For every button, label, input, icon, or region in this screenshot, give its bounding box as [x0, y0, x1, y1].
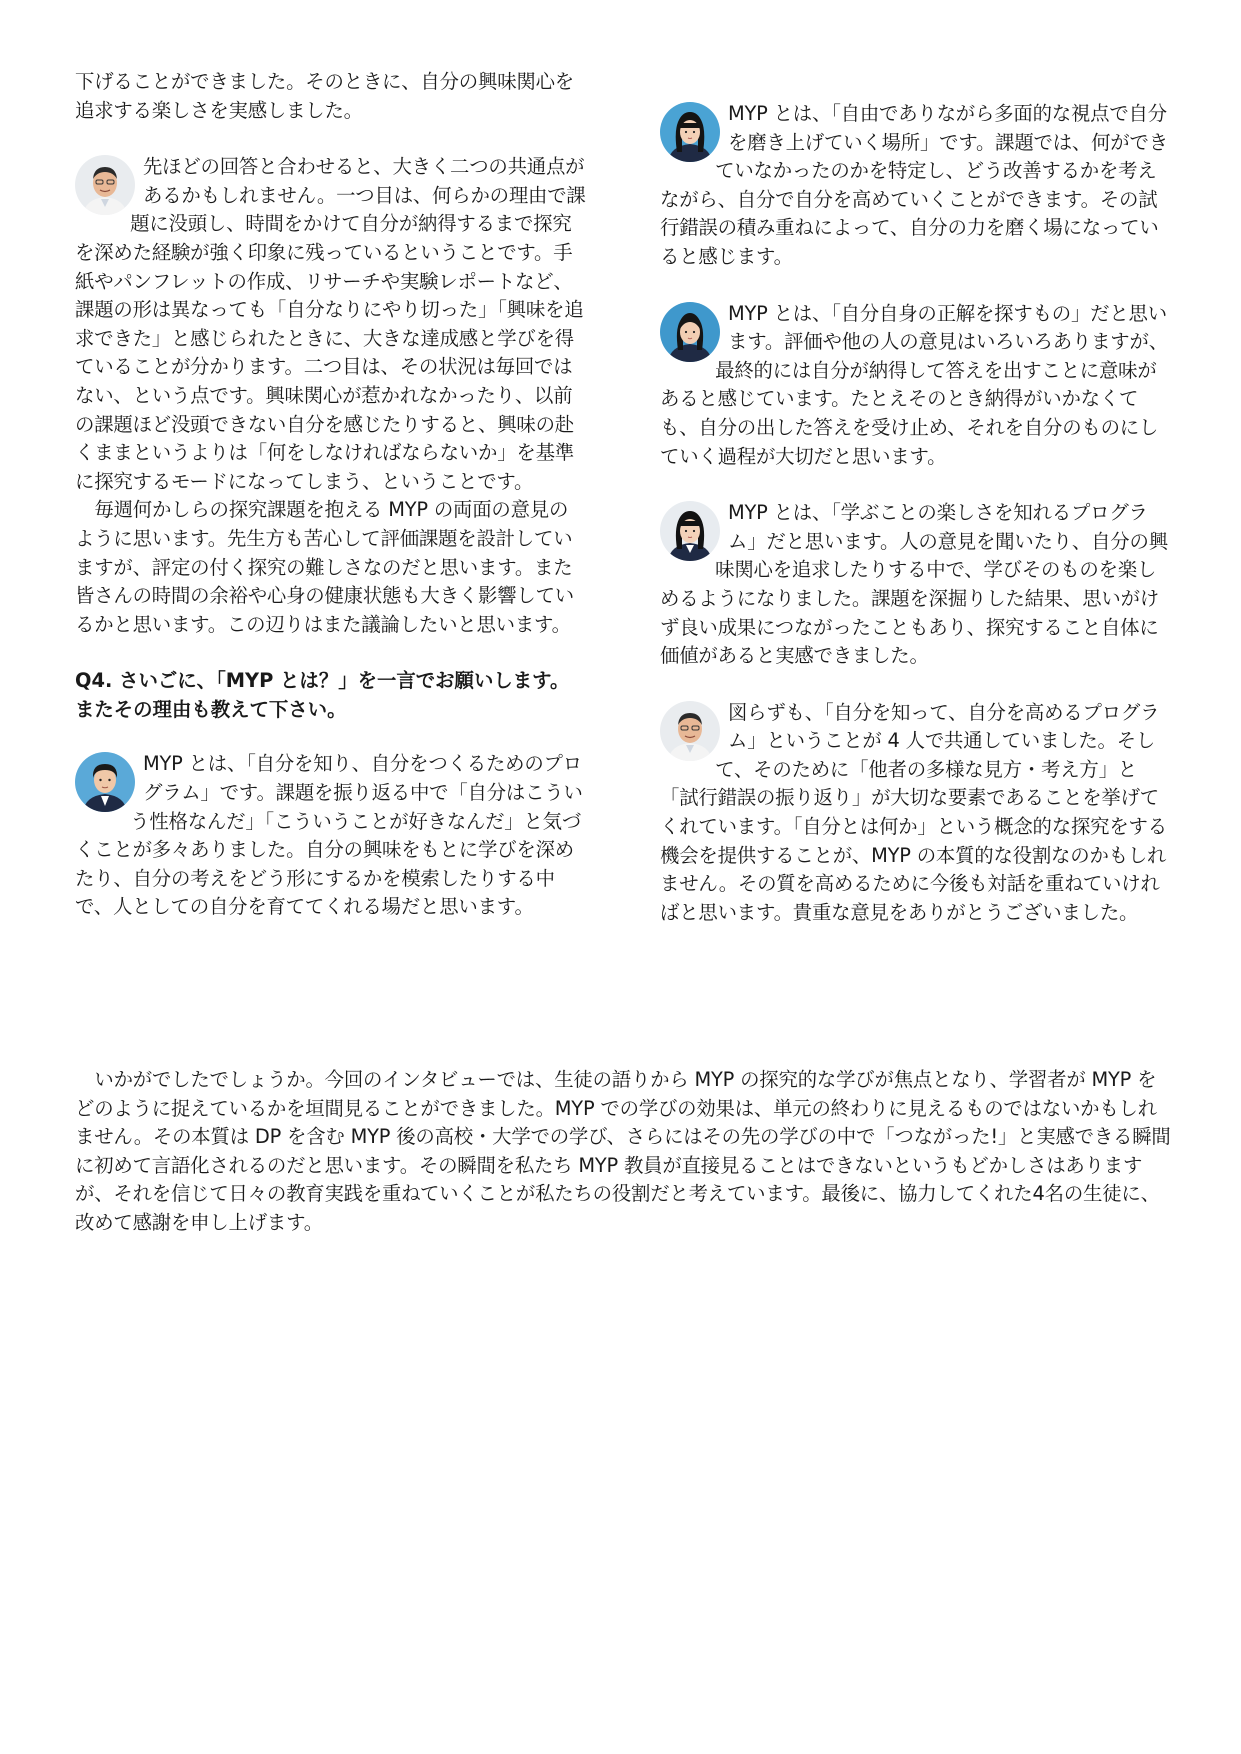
- left-column: [75, 68, 587, 950]
- intro-continuation: 下げることができました。そのときに、自分の興味関心を追求する楽しさを実感しました。: [75, 70, 574, 122]
- student-girl-avatar-icon: [660, 102, 720, 162]
- student-answer-block-4: [660, 499, 1172, 671]
- student-answer-block-1: [75, 750, 587, 922]
- teacher-reply-text: 先ほどの回答と合わせると、大きく二つの共通点があるかもしれません。一つ目は、何らかの理由で課題に没頭し、時間をかけて自分が納得するまで探究を深めた経験が強く印象に残っているということです。手紙やパンフレットの作成、リサーチや実験レポートなど、課題の形は異なっても「自分なりにやり切った」「興味を追求できた」と感じられたときに、大きな達成感と学びを得ていることが分かります。二つ目は、その状況は毎回ではない、という点です。興味関心が惹かれなかったり、以前の課題ほど没頭できない自分を感じたりすると、興味の赴くままというよりは「何をしなければならないか」を基準に探究するモードになってしまう、ということです。: [75, 155, 586, 493]
- teacher-reply-text-2: 毎週何かしらの探究課題を抱える MYP の両面の意見のように思います。先生方も苦心して評価課題を設計していますが、評定の付く探究の難しさなのだと思います。また皆さんの時間の余裕や心身の健康状態も大きく影響しているかと思います。この辺りはまた議論したいと思います。: [75, 498, 574, 636]
- teacher-summary-block: [660, 699, 1172, 928]
- teacher-avatar-icon: [75, 155, 135, 215]
- student-answer-1-text: MYP とは、「自分を知り、自分をつくるためのプログラム」です。課題を振り返る中で「自分はこういう性格なんだ」「こういうことが好きなんだ」と気づくことが多々ありました。自分の興味をもとに学びを深めたり、自分の考えをどう形にするかを模索したりする中で、人としての自分を育ててくれる場だと思います。: [75, 752, 583, 919]
- student-answer-block-2: [660, 100, 1172, 272]
- right-column: [660, 100, 1172, 955]
- student-girl-avatar-icon: [660, 302, 720, 362]
- teacher-summary-text: 図らずも、「自分を知って、自分を高めるプログラム」ということが 4 人で共通していました。そして、そのために「他者の多様な見方・考え方」と「試行錯誤の振り返り」が大切な要素であることを挙げてくれています。「自分とは何か」という概念的な探究をする機会を提供することが、MYP の本質的な役割なのかもしれません。その質を高めるために今後も対話を重ねていければと思います。貴重な意見をありがとうございました。: [660, 700, 1167, 924]
- student-girl-avatar-icon: [660, 501, 720, 561]
- student-answer-2-text: MYP とは、「自由でありながら多面的な視点で自分を磨き上げていく場所」です。課題では、何ができていなかったのかを特定し、どう改善するかを考えながら、自分で自分を高めていくことができます。その試行錯誤の積み重ねによって、自分の力を磨く場になっていると感じます。: [660, 102, 1168, 268]
- student-answer-4-text: MYP とは、「学ぶことの楽しさを知れるプログラム」だと思います。人の意見を聞いたり、自分の興味関心を追求したりする中で、学びそのものを楽しめるようになりました。課題を深掘りした結果、思いがけず良い成果につながったこともあり、探究すること自体に価値があると実感できました。: [660, 501, 1168, 668]
- question-4-heading: Q4. さいごに、「MYP とは？」を一言でお願いします。またその理由も教えて下さい。: [75, 669, 570, 721]
- student-answer-3-text: MYP とは、「自分自身の正解を探すもの」だと思います。評価や他の人の意見はいろいろありますが、最終的には自分が納得して答えを出すことに意味があると感じています。たとえそのとき納得がいかなくても、自分の出した答えを受け止め、それを自分のものにしていく過程が大切だと思います。: [660, 301, 1168, 468]
- student-answer-block-3: [660, 300, 1172, 472]
- teacher-reply-block: [75, 153, 587, 639]
- closing-paragraph: いかがでしたでしょうか。今回のインタビューでは、生徒の語りから MYP の探究的な学びが焦点となり、学習者が MYP をどのように捉えているかを垣間見ることができました。MYP での学びの効果は、単元の終わりに見えるものではないかもしれません。その本質は DP を含む MYP 後の高校・大学での学び、さらにはその先の学びの中で「つながった!」と実感できる瞬間に初めて言語化されるのだと思います。その瞬間を私たち MYP 教員が直接見ることはできないというもどかしさはありますが、それを信じて日々の教育実践を重ねていくことが私たちの役割だと考えています。最後に、協力してくれた4名の生徒に、改めて感謝を申し上げます。: [75, 1068, 1171, 1234]
- teacher-avatar-icon: [660, 701, 720, 761]
